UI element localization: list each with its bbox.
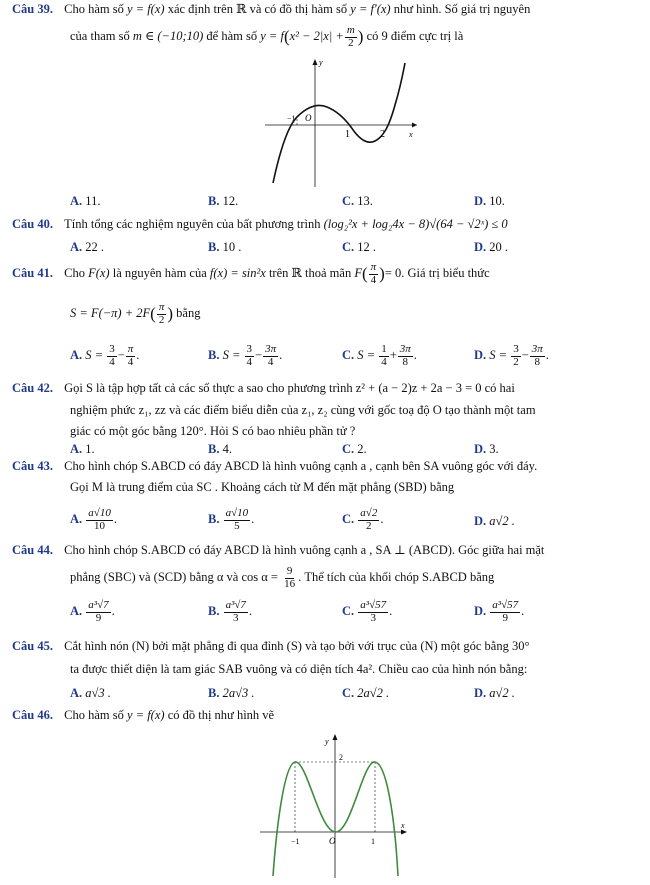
q40-expression: (log₂²x + log₂4x − 8)√(64 − √2ˣ) ≤ 0 <box>323 217 508 231</box>
q46-graph-neg1: −1 <box>291 837 300 846</box>
q42-option-a[interactable]: A. 1. <box>70 442 95 456</box>
q45-line1 <box>12 639 529 654</box>
q41-option-b[interactable]: B. S = $\frac{3}{4}$ − $\frac{3\pi}{4}$ . <box>208 343 283 368</box>
q39-inner: x² − 2|x| + <box>289 28 344 43</box>
q44-line1 <box>12 542 544 558</box>
q40-option-c[interactable]: C. 12 . <box>342 240 377 254</box>
q44-text2a: phẳng (SBC) và (SCD) bằng α và cos α = <box>70 569 278 584</box>
q45-number: Câu 45. <box>12 639 53 653</box>
q44-option-b[interactable]: B. $\frac{\text{a³√7}}{3}$ . <box>208 599 253 624</box>
q44-text1: Cho hình chóp S.ABCD có đáy ABCD là hình vuông cạnh a , SA ⊥ (ABCD). Góc giữa hai mặt <box>64 543 545 557</box>
q39-graph-one: 1 <box>345 129 350 140</box>
q40-option-d[interactable]: D. 20 . <box>474 240 509 254</box>
q46-stem-b: có đồ thị như hình vẽ <box>167 708 275 722</box>
q41-cond-eq: = 0 <box>384 265 402 280</box>
q42-text1: Gọi S là tập hợp tất cả các số thực a sao cho phương trình z² + (a − 2)z + 2a − 3 = 0 có hai <box>64 381 515 395</box>
q39-fraction: $\frac{m}{2}$ <box>346 24 355 49</box>
q46-stem-math: y = f(x) <box>126 708 165 722</box>
q41-F: F(x) <box>88 265 110 280</box>
q46-line1 <box>12 708 274 723</box>
q42-line1 <box>12 381 515 396</box>
q39-derivative-graph <box>255 55 425 190</box>
q39-graph-two: 2 <box>380 129 385 140</box>
q43-option-a[interactable]: A. $\frac{a√10}{10}$ . <box>70 507 117 532</box>
q39-param: m ∈ (−10;10) <box>132 28 204 43</box>
q46-curve <box>273 762 398 876</box>
q41-option-c[interactable]: C. S = $\frac{1}{4}$ + $\frac{3\pi}{8}$ . <box>342 343 417 368</box>
q39-curve <box>273 63 405 183</box>
q41-cond-fraction: $\frac{\pi}{4}$ <box>370 261 377 286</box>
q45-option-c[interactable]: C. 2a√2 . <box>342 686 390 700</box>
q39-stem1-math: y = f(x) <box>126 2 165 16</box>
q41-number: Câu 41. <box>12 265 53 280</box>
q39-line2-c: có 9 điểm cực trị là <box>366 28 464 43</box>
q40-option-b[interactable]: B. 10 . <box>208 240 242 254</box>
q42-option-b[interactable]: B. 4. <box>208 442 232 456</box>
q41-line2: S = F(−π) + 2F( $\frac{\pi}{2}$ ) bằng <box>70 301 201 326</box>
q43-number: Câu 43. <box>12 459 53 473</box>
q40-option-a[interactable]: A. 22 . <box>70 240 105 254</box>
q42-option-c[interactable]: C. 2. <box>342 442 367 456</box>
q39-stem3: như hình. Số giá trị nguyên <box>393 2 531 16</box>
q44-option-a[interactable]: A. $\frac{\text{a³√7}}{9}$ . <box>70 599 115 624</box>
q41-cond-F: F <box>354 265 362 280</box>
q41-stem-b: là nguyên hàm của <box>112 265 207 280</box>
q39-stem2-math: y = f′(x) <box>350 2 391 16</box>
q43-option-b[interactable]: B. $\frac{a√10}{5}$ . <box>208 507 255 532</box>
q41-S-expr: S = F(−π) + 2F <box>70 305 151 320</box>
q41-option-a[interactable]: A. S = $\frac{3}{4}$ − $\frac{\pi}{4}$ . <box>70 343 140 368</box>
q39-stem2: xác định trên ℝ và có đồ thị hàm số <box>167 2 348 16</box>
q45-option-a[interactable]: A. a√3 . <box>70 686 111 700</box>
q43-line1 <box>12 459 537 474</box>
q42-number: Câu 42. <box>12 381 53 395</box>
q41-line1: Câu 41. Cho F(x) là nguyên hàm của f(x) = sin²x trên ℝ thoả mãn F( $\frac{\pi}{4}$ )= 0. Giá trị biểu thức <box>12 261 490 286</box>
q46-graph-two: 2 <box>339 753 343 762</box>
q42-line3: giác có một góc bằng 120°. Hỏi S có bao nhiêu phần tử ? <box>70 424 356 438</box>
q39-option-b[interactable]: B. 12. <box>208 194 239 208</box>
q40-line1 <box>12 217 508 232</box>
q46-function-graph <box>255 730 415 880</box>
q41-stem-c: trên ℝ thoả mãn <box>268 265 352 280</box>
q39-number: Câu 39. <box>12 2 53 16</box>
q41-S-fraction: $\frac{\pi}{2}$ <box>158 301 165 326</box>
q39-stem1: Cho hàm số <box>64 2 124 16</box>
q41-stem-a: Cho <box>64 265 85 280</box>
q40-stem: Tính tổng các nghiệm nguyên của bất phương trình <box>64 217 321 231</box>
q43-option-d[interactable]: D. a√2 . <box>474 514 515 528</box>
q39-option-d[interactable]: D. 10. <box>474 194 505 208</box>
q41-option-d[interactable]: D. S = $\frac{3}{2}$ − $\frac{3\pi}{8}$ . <box>474 343 549 368</box>
q46-graph-x-label: x <box>401 821 405 830</box>
q42-option-d[interactable]: D. 3. <box>474 442 499 456</box>
q39-line1 <box>12 1 530 17</box>
q44-option-d[interactable]: D. $\frac{\text{a³√57}}{9}$ . <box>474 599 525 624</box>
q43-text1: Cho hình chóp S.ABCD có đáy ABCD là hình vuông cạnh a , cạnh bên SA vuông góc với đáy. <box>64 459 538 473</box>
q41-stem-d: . Giá trị biểu thức <box>401 265 490 280</box>
q39-option-c[interactable]: C. 13. <box>342 194 373 208</box>
q45-line2: ta được thiết diện là tam giác SAB vuông và có diện tích 4a². Chiều cao của hình nón bằng: <box>70 662 528 676</box>
q46-stem: Cho hàm số <box>64 708 124 722</box>
q44-number: Câu 44. <box>12 543 53 557</box>
q43-option-c[interactable]: C. $\frac{a√2}{2}$ . <box>342 507 384 532</box>
q46-graph-one: 1 <box>371 837 375 846</box>
q39-line2-a: của tham số <box>70 28 130 43</box>
q39-option-a[interactable]: A. 11. <box>70 194 101 208</box>
q42-line2: nghiệm phức z₁, zz và các điểm biểu diễn của z₁, z₂ cùng với gốc toạ độ O tạo thành một tam <box>70 403 536 417</box>
q39-graph-x-label: x <box>409 130 413 139</box>
q39-line2-b: để hàm số <box>206 28 258 43</box>
q39-graph-origin: O <box>305 113 312 123</box>
q39-line2: của tham số m ∈ (−10;10) để hàm số y = f(x² − 2|x| + $\frac{m}{2}$ ) có 9 điểm cực trị là <box>70 24 464 49</box>
q45-option-b[interactable]: B. 2a√3 . <box>208 686 255 700</box>
q45-option-d[interactable]: D. a√2 . <box>474 686 515 700</box>
q45-text1: Cắt hình nón (N) bởi mặt phẳng đi qua đỉnh (S) và tạo bởi với trục của (N) một góc bằng 30° <box>64 639 530 653</box>
q44-cos-fraction: $\frac{9}{16}$ <box>284 565 296 590</box>
q46-graph-y-label: y <box>325 737 329 746</box>
q41-tail: bằng <box>176 305 201 320</box>
q43-line2: Gọi M là trung điểm của SC . Khoảng cách từ M đến mặt phẳng (SBD) bằng <box>70 480 455 494</box>
q40-number: Câu 40. <box>12 217 53 231</box>
q41-f: f(x) = sin²x <box>209 265 266 280</box>
q44-line2 <box>70 566 494 590</box>
q46-graph-origin: O <box>329 836 336 846</box>
q39-graph-y-label: y <box>319 58 323 67</box>
q44-option-c[interactable]: C. $\frac{\text{a³√57}}{3}$ . <box>342 599 393 624</box>
q39-func: y = f <box>260 28 284 43</box>
q46-number: Câu 46. <box>12 708 53 722</box>
q39-graph-neg1: −1 <box>287 114 296 123</box>
q44-text2b: . Thể tích của khối chóp S.ABCD bằng <box>298 569 495 584</box>
